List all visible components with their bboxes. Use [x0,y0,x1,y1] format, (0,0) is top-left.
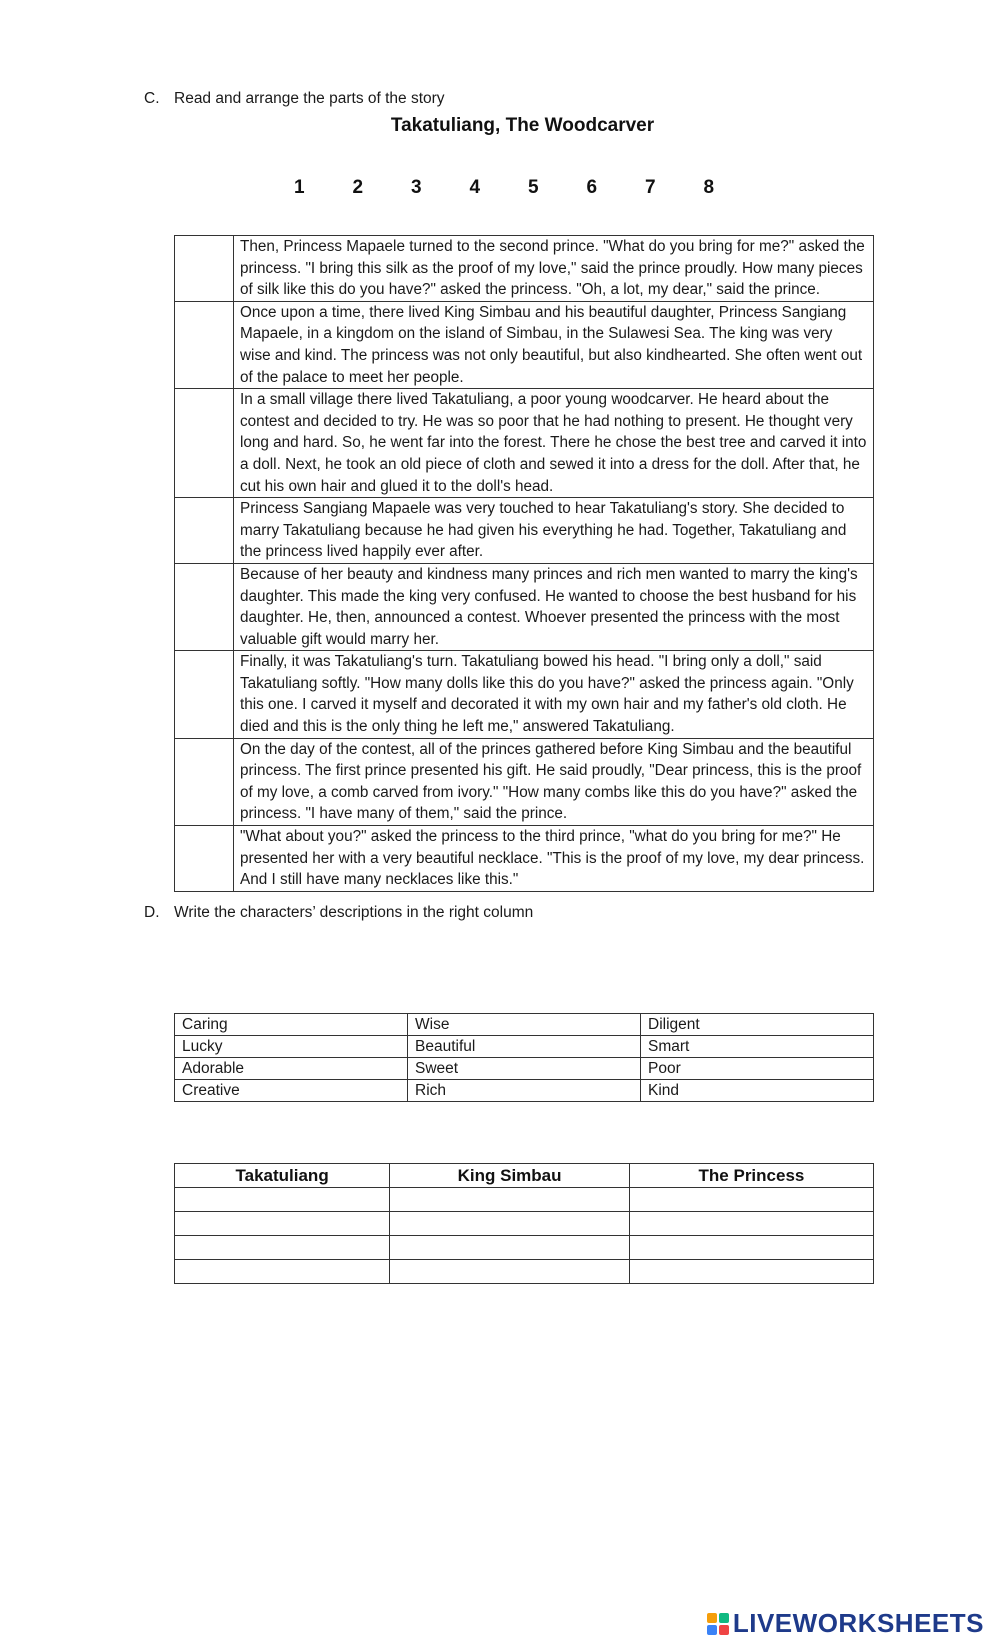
description-word: Adorable [175,1058,408,1080]
order-number: 1 [293,177,305,198]
description-word: Wise [408,1014,641,1036]
story-row [175,738,874,825]
story-part-text: Once upon a time, there lived King Simbau and his beautiful daughter, Princess Sangiang Mapaele, in a kingdom on the island of Simbau, in the Sulawesi Sea. The king was very wise and kind. The princess was not only beautiful, but also kindhearted. She often went out of the palace to meet her people. [234,301,874,388]
description-word: Beautiful [408,1036,641,1058]
order-answer-cell[interactable] [175,389,234,498]
order-answer-cell[interactable] [175,236,234,302]
story-part-text: Then, Princess Mapaele turned to the second prince. "What do you bring for me?" asked the princess. "I bring this silk as the proof of my love," said the prince proudly. How many pieces of silk like this do you have?" asked the princess. "Oh, a lot, my dear," said the prince. [234,236,874,302]
character-answer-cell[interactable] [390,1260,630,1284]
character-answer-cell[interactable] [175,1260,390,1284]
story-part-text: Princess Sangiang Mapaele was very touched to hear Takatuliang's story. She decided to marry Takatuliang because he had given his everything he had. Together, Takatuliang and the princess lived happily ever after. [234,498,874,564]
description-words-table [174,1013,874,1102]
characters-table [174,1163,874,1284]
story-title: Takatuliang, The Woodcarver [390,115,655,136]
story-part-text: On the day of the contest, all of the princes gathered before King Simbau and the beautiful princess. The first prince presented his gift. He said proudly, "Dear princess, this is the proof of my love, a comb carved from ivory." "How many combs like this do you have?" asked the princess. "I have many of them," said the prince. [234,738,874,825]
story-part-text: In a small village there lived Takatuliang, a poor young woodcarver. He heard about the contest and decided to try. He was so poor that he had nothing to present. He thought very long and hard. So, he went far into the forest. There he chose the best tree and carved it into a doll. Next, he took an old piece of cloth and sewed it into a dress for the doll. After that, he cut his own hair and glued it to the doll's head. [234,389,874,498]
character-answer-cell[interactable] [175,1188,390,1212]
order-answer-cell[interactable] [175,563,234,650]
character-answer-cell[interactable] [175,1212,390,1236]
order-number: 7 [644,177,656,198]
description-word: Diligent [641,1014,874,1036]
order-answer-cell[interactable] [175,498,234,564]
order-number: 6 [586,177,598,198]
order-number: 5 [527,177,539,198]
description-word: Poor [641,1058,874,1080]
order-number: 4 [469,177,481,198]
character-answer-cell[interactable] [390,1188,630,1212]
description-word: Caring [175,1014,408,1036]
section-c-text: Read and arrange the parts of the story [174,90,445,107]
description-word: Sweet [408,1058,641,1080]
story-part-text: Because of her beauty and kindness many princes and rich men wanted to marry the king's daughter. This made the king very confused. He wanted to choose the best husband for his daughter. He, then, announced a contest. Whoever presented the princess with the most valuable gift would marry her. [234,563,874,650]
story-part-text: Finally, it was Takatuliang's turn. Takatuliang bowed his head. "I bring only a doll," said Takatuliang softly. "How many dolls like this do you have?" asked the princess again. "Only this one. I carved it myself and decorated it with my own hair and my father's old cloth. He died and this is the only thing he left me," answered Takatuliang. [234,651,874,738]
words-row [175,1080,874,1102]
liveworksheets-logo [707,1608,984,1639]
character-answer-cell[interactable] [390,1236,630,1260]
order-answer-cell[interactable] [175,301,234,388]
words-row [175,1036,874,1058]
description-word: Creative [175,1080,408,1102]
order-answer-cell[interactable] [175,826,234,892]
story-row [175,563,874,650]
story-row [175,826,874,892]
character-header: Takatuliang [175,1164,390,1188]
character-answer-cell[interactable] [629,1188,873,1212]
order-number: 8 [703,177,715,198]
story-row [175,301,874,388]
character-answer-cell[interactable] [629,1260,873,1284]
character-answer-cell[interactable] [390,1212,630,1236]
description-word: Smart [641,1036,874,1058]
order-numbers [270,177,738,199]
character-answer-row [175,1212,874,1236]
character-answer-row [175,1236,874,1260]
character-header: The Princess [629,1164,873,1188]
story-part-text: "What about you?" asked the princess to the third prince, "what do you bring for me?" He presented her with a very beautiful necklace. "This is the proof of my love, my dear princess. And I still have many necklaces like this." [234,826,874,892]
character-answer-cell[interactable] [629,1212,873,1236]
character-answer-row [175,1188,874,1212]
story-row [175,236,874,302]
story-row [175,389,874,498]
logo-mark-icon [707,1613,729,1635]
order-answer-cell[interactable] [175,738,234,825]
story-row [175,651,874,738]
order-number: 3 [410,177,422,198]
story-parts-table [174,235,874,892]
section-d-letter: D. [144,904,160,921]
character-answer-row [175,1260,874,1284]
order-answer-cell[interactable] [175,651,234,738]
description-word: Lucky [175,1036,408,1058]
description-word: Rich [408,1080,641,1102]
section-c-instruction [144,90,445,108]
words-row [175,1014,874,1036]
story-row [175,498,874,564]
description-word: Kind [641,1080,874,1102]
words-row [175,1058,874,1080]
character-answer-cell[interactable] [629,1236,873,1260]
section-d-text: Write the characters’ descriptions in the right column [174,904,534,921]
order-number: 2 [352,177,364,198]
section-d-instruction [144,904,533,922]
character-answer-cell[interactable] [175,1236,390,1260]
character-header: King Simbau [390,1164,630,1188]
section-c-letter: C. [144,90,160,107]
logo-text: LIVEWORKSHEETS [732,1608,984,1638]
